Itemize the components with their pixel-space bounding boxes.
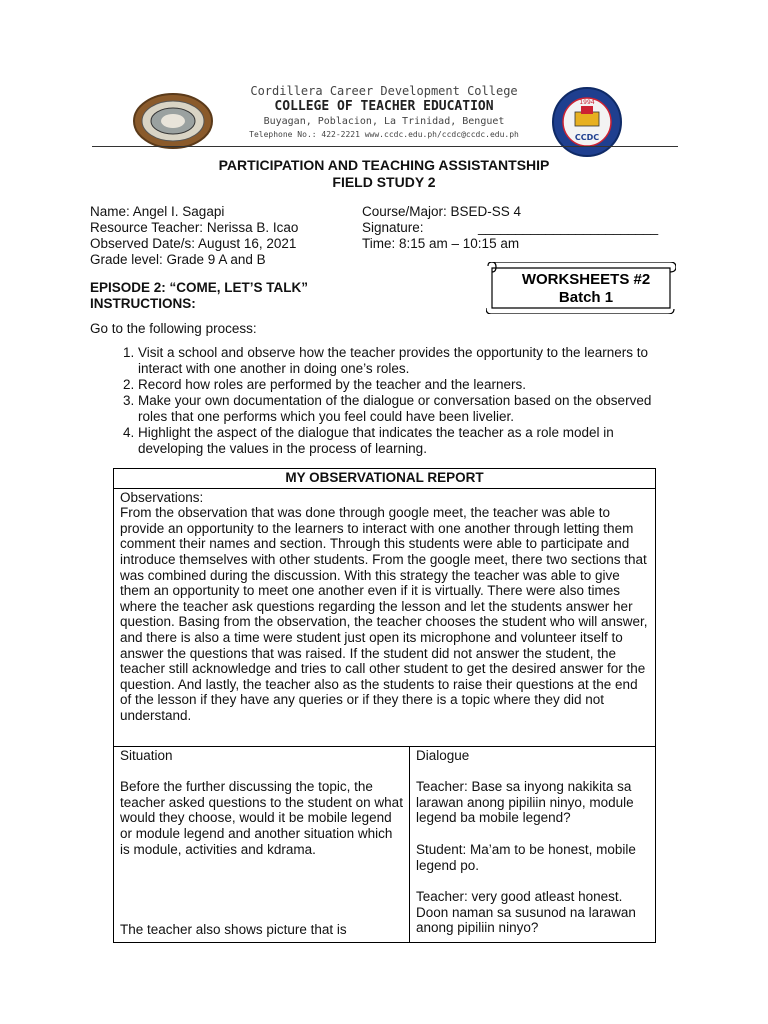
course-major: Course/Major: BSED-SS 4 — [362, 204, 522, 219]
instructions-list — [108, 345, 668, 457]
list-item: 1. Visit a school and observe how the teacher provides the opportunity to the learners to interact with one another in doing one’s roles. — [138, 345, 668, 377]
episode-title: EPISODE 2: “COME, LET’S TALK” — [90, 280, 309, 295]
observations-label: Observations: — [120, 489, 204, 505]
dialogue-1: Teacher: Base sa inyong nakikita sa larawan anong pipiliin ninyo, module legend ba mobile legend? — [416, 779, 634, 826]
student-name: Name: Angel I. Sagapi — [90, 204, 225, 219]
time: Time: 8:15 am – 10:15 am — [362, 236, 520, 251]
list-item: 4. Highlight the aspect of the dialogue that indicates the teacher as a role model in developing the values in the process of learning. — [138, 425, 668, 457]
instructions-heading: INSTRUCTIONS: — [90, 296, 196, 311]
instructions-intro: Go to the following process: — [90, 321, 257, 336]
dialogue-header: Dialogue — [416, 747, 470, 763]
header-divider — [92, 146, 678, 147]
situation-cell — [114, 746, 410, 942]
dialogue-3: Teacher: very good atleast honest. — [416, 889, 623, 905]
college-name: Cordillera Career Development College — [250, 84, 518, 98]
dialogue-4: Doon naman sa susunod na larawan anong pipiliin ninyo? — [416, 904, 636, 936]
department-name: COLLEGE OF TEACHER EDUCATION — [274, 99, 494, 114]
observed-dates: Observed Date/s: August 16, 2021 — [90, 236, 297, 251]
resource-teacher: Resource Teacher: Nerissa B. Icao — [90, 220, 299, 235]
document-subtitle: FIELD STUDY 2 — [332, 174, 436, 190]
situation-2: The teacher also shows picture that is — [120, 922, 347, 938]
batch-label: Batch 1 — [558, 289, 614, 306]
list-item: 3. Make your own documentation of the dialogue or conversation based on the observed roles that one performs which you feel could have been livelier. — [138, 393, 668, 425]
grade-level: Grade level: Grade 9 A and B — [90, 252, 266, 267]
list-item: 2. Record how roles are performed by the teacher and the learners. — [138, 377, 668, 393]
worksheet-number: WORKSHEETS #2 — [521, 271, 651, 288]
signature-label: Signature: — [362, 220, 424, 235]
worksheet-banner — [486, 262, 676, 314]
dialogue-2: Student: Ma’am to be honest, mobile legend po. — [416, 841, 636, 873]
situation-1: Before the further discussing the topic, the teacher asked questions to the student on what would they choose, would it be mobile legend or module legend and another situation which is module, activities and kdrama. — [120, 779, 403, 857]
observational-report-table — [113, 468, 656, 943]
instructions-list-container — [108, 345, 668, 457]
college-address: Buyagan, Poblacion, La Trinidad, Benguet — [263, 116, 505, 127]
college-contact: Telephone No.: 422-2221 www.ccdc.edu.ph/ccdc@ccdc.edu.ph — [249, 130, 519, 139]
situation-header: Situation — [120, 747, 173, 763]
observations-cell — [114, 488, 656, 746]
signature-line: ________________________ — [478, 220, 659, 235]
seal-text: CCDC — [574, 133, 600, 142]
document-title: PARTICIPATION AND TEACHING ASSISTANTSHIP — [218, 157, 550, 173]
observations-text: From the observation that was done through google meet, the teacher was able to provide an opportunity to the learners to interact with one another through letting them comment their names and section. Through this students were able to participate and introduce themselves with other students. From the google meet, there two sections that was combined during the discussion. With this strategy the teacher was able to give them an opportunity to meet one another even if it is virtually. There were also times where the teacher ask questions regarding the lesson and let the students answer her question. Basing from the observation, the teacher chooses the student who will answer, and there is also a time were student just open its microphone and volunteer itself to answer the questions that was raised. If the student did not answer the student, the teacher still acknowledge and tries to call other student to get the desired answer for the question. And lastly, the teacher also as the students to raise their questions at the end of the lesson if they have any queries or if they there is a topic where they did not understand. — [120, 505, 648, 723]
report-title: MY OBSERVATIONAL REPORT — [114, 469, 656, 489]
dialogue-cell — [410, 746, 656, 942]
seal-year: 1994 — [579, 99, 595, 106]
